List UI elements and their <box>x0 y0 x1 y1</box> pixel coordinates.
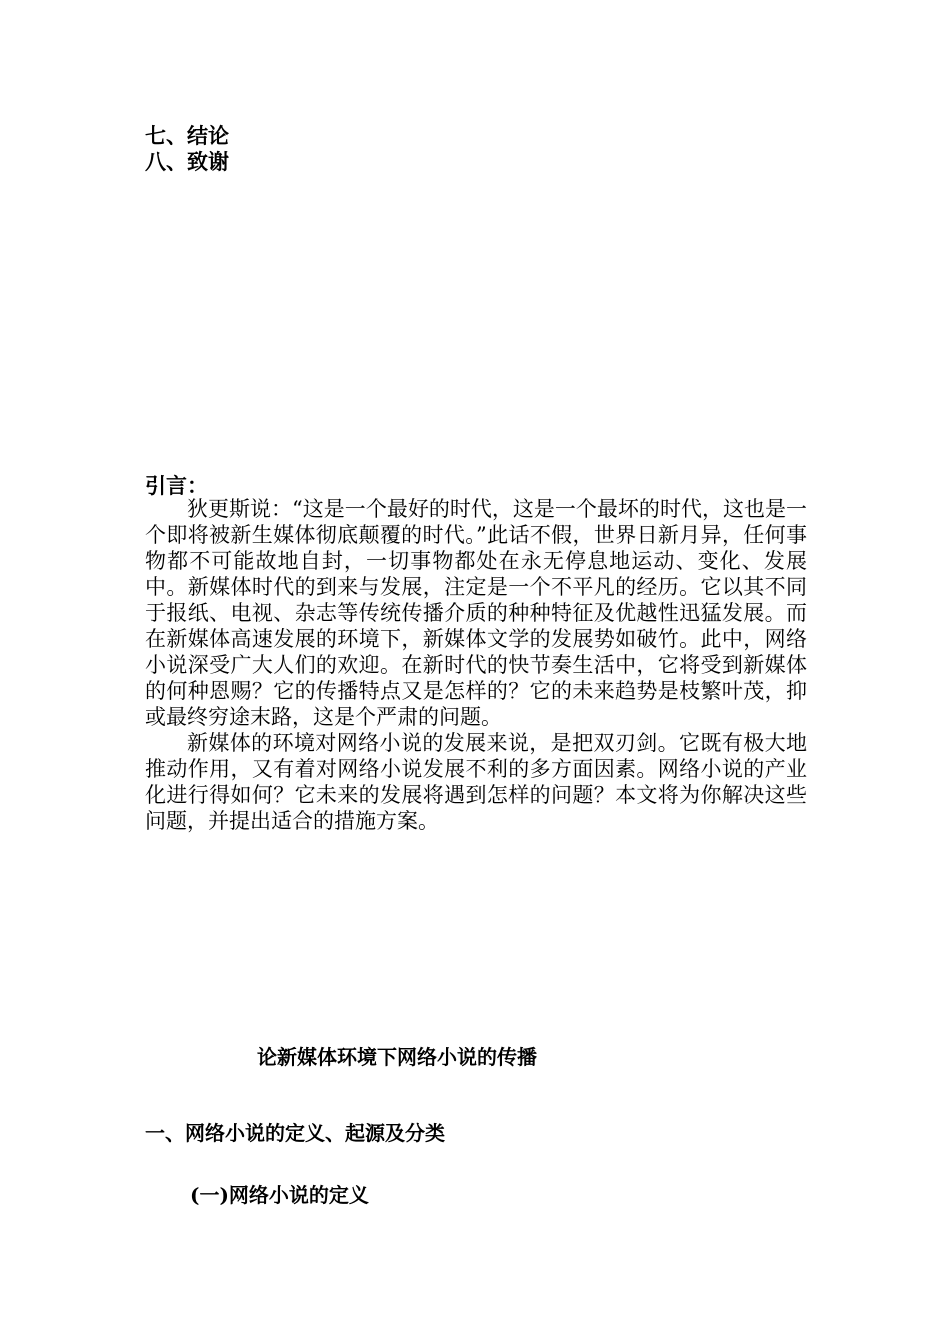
toc-item-acknowledgements: 八、致谢 <box>145 150 229 174</box>
subsection-heading: (一)网络小说的定义 <box>190 1183 369 1207</box>
introduction-paragraph: 新媒体的环境对网络小说的发展来说，是把双刃剑。它既有极大地推动作用，又有着对网络小说发展不利的多方面因素。网络小说的产业化进行得如何？它未来的发展将遇到怎样的问题？本文将为你解决这些问题，并提出适合的措施方案。 <box>145 731 807 833</box>
introduction-paragraph: 狄更斯说：“这是一个最好的时代，这是一个最坏的时代，这也是一个即将被新生媒体彻底颠覆的时代。”此话不假，世界日新月异，任何事物都不可能故地自封，一切事物都处在永无停息地运动、变化、发展中。新媒体时代的到来与发展，注定是一个不平凡的经历。它以其不同于报纸、电视、杂志等传统传播介质的种种特征及优越性迅猛发展。而在新媒体高速发展的环境下，新媒体文学的发展势如破竹。此中，网络小说深受广大人们的欢迎。在新时代的快节奏生活中，它将受到新媒体的何种恩赐？它的传播特点又是怎样的？它的未来趋势是枝繁叶茂，抑或最终穷途末路，这是个严肃的问题。 <box>145 497 807 729</box>
introduction-body <box>145 496 807 834</box>
article-title: 论新媒体环境下网络小说的传播 <box>257 1045 537 1069</box>
toc-item-conclusion: 七、结论 <box>145 124 229 148</box>
section-heading: 一、网络小说的定义、起源及分类 <box>145 1121 445 1145</box>
introduction-heading: 引言： <box>145 474 208 498</box>
